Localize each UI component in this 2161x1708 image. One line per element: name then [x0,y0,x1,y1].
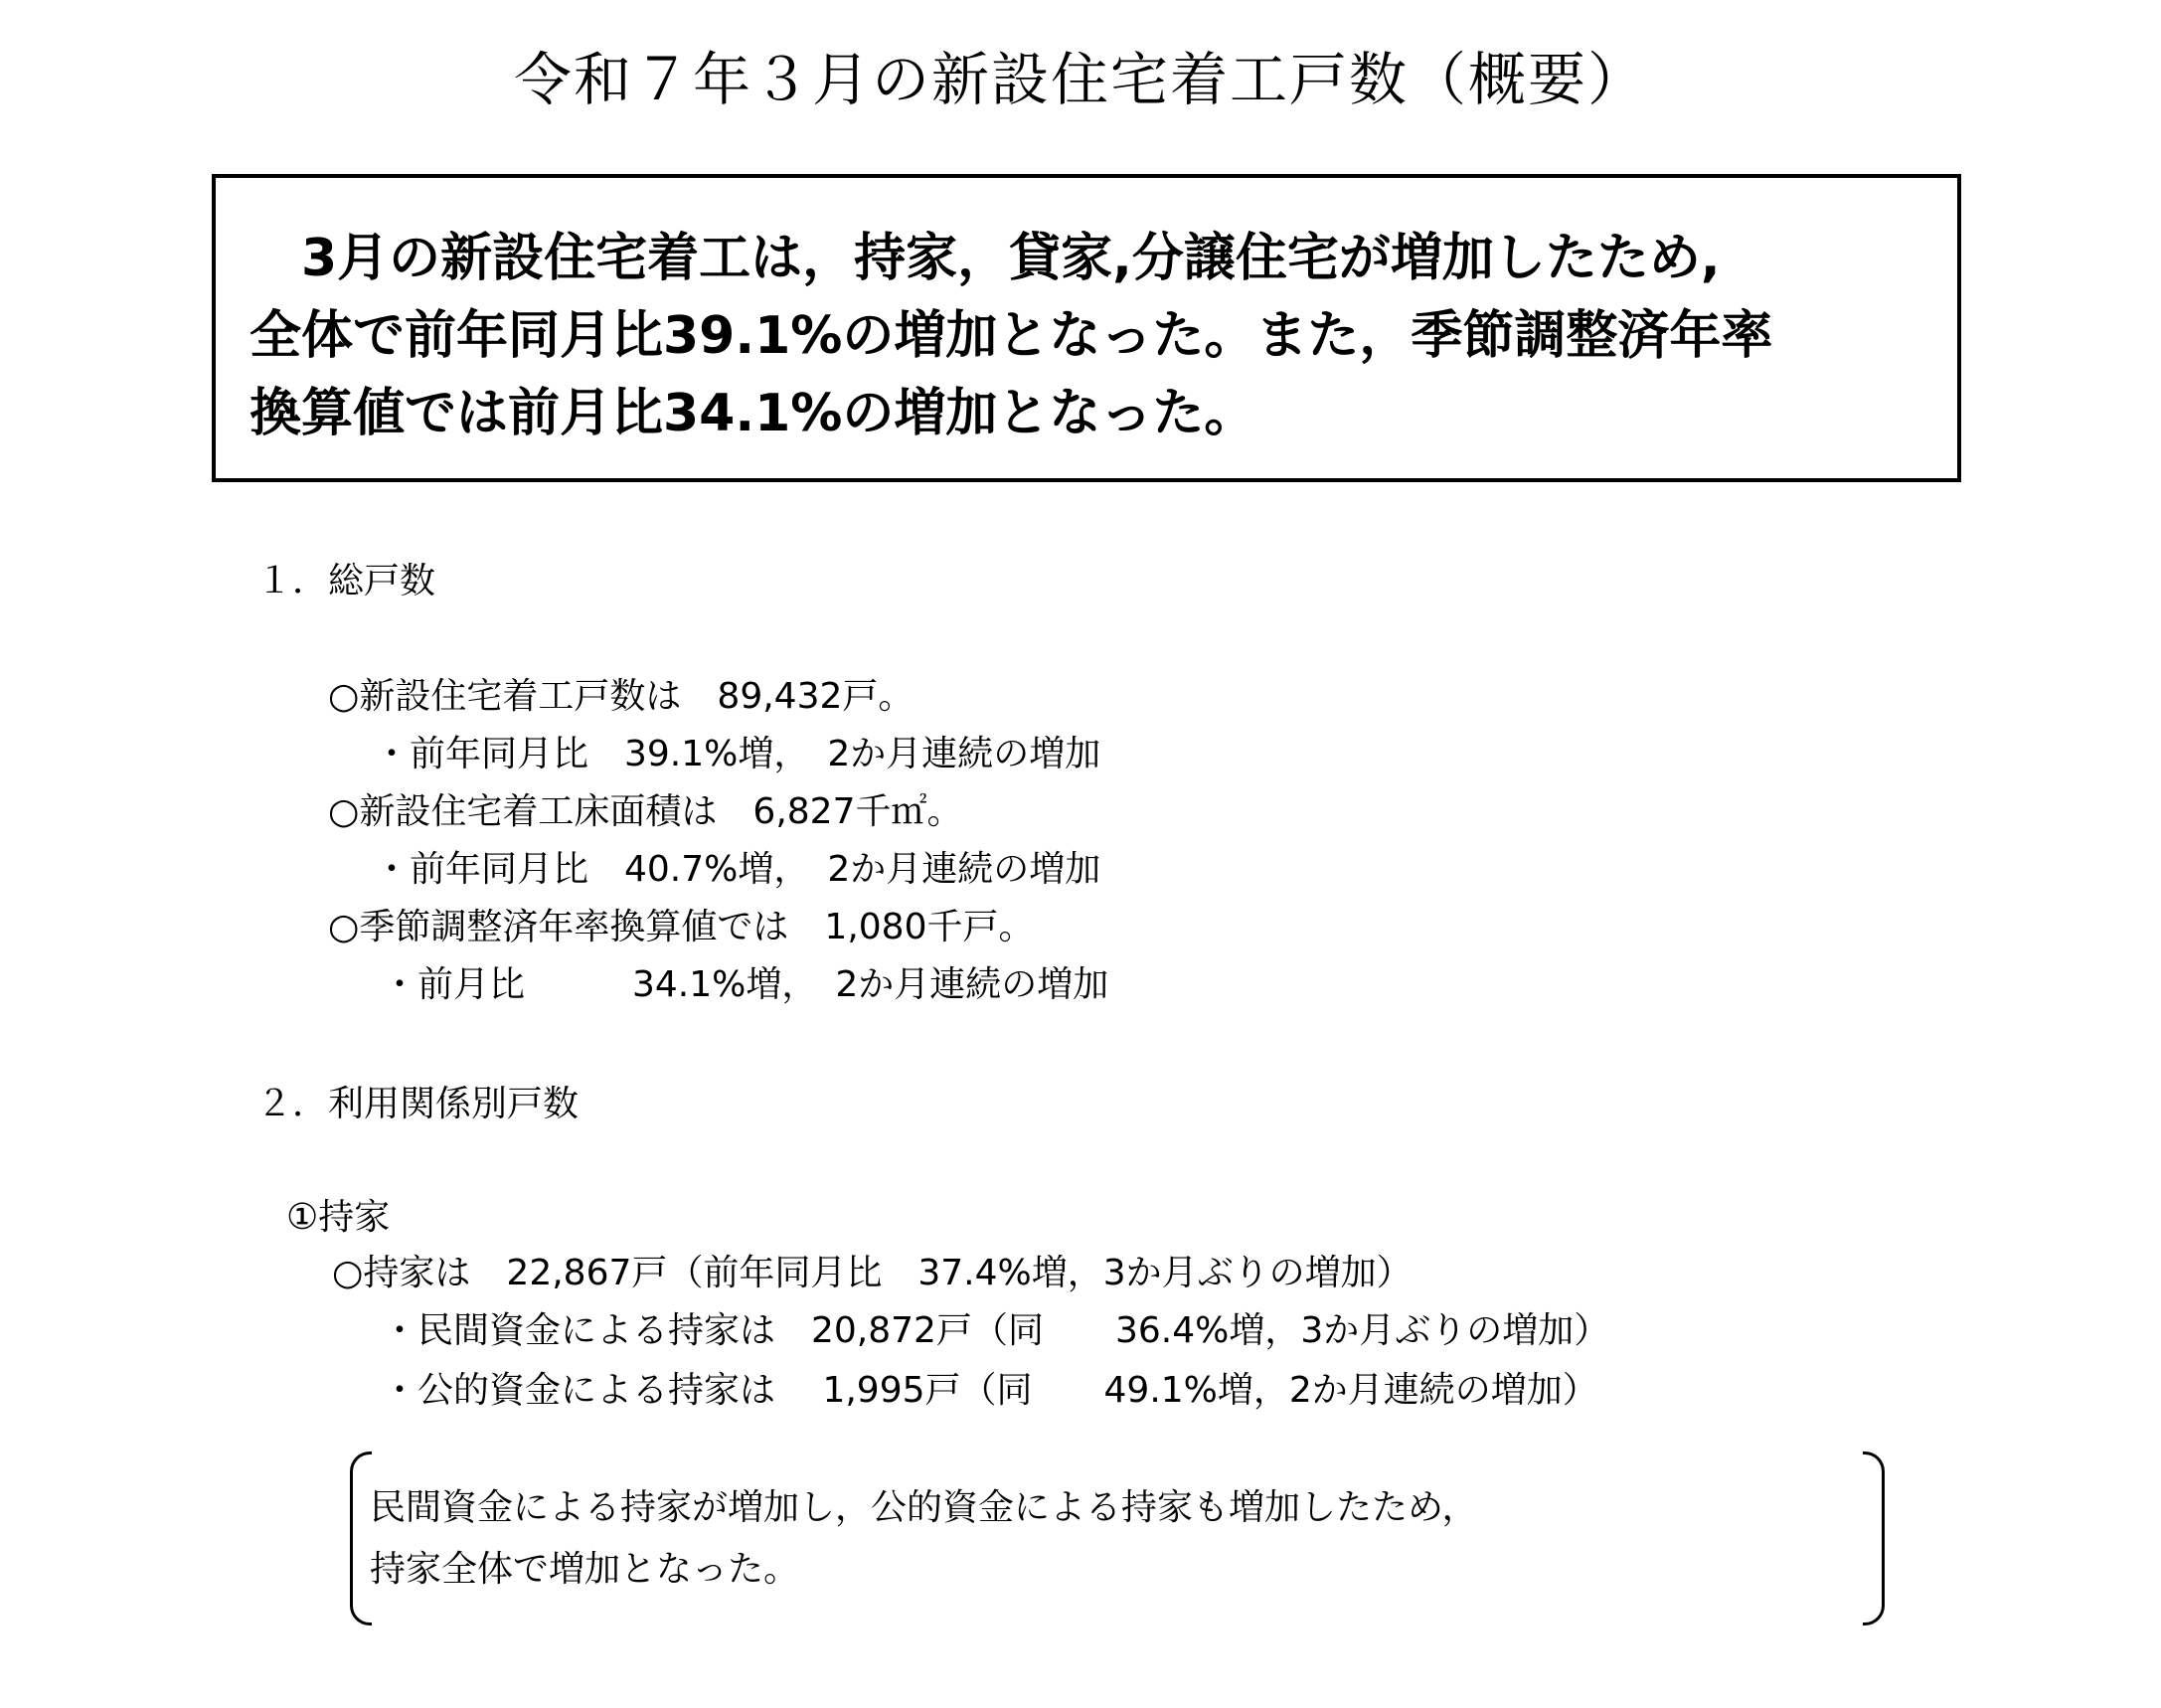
owner-occupied-total-line: ○持家は 22,867戸（前年同月比 37.4%増，3か月ぶりの増加） [332,1253,1413,1293]
summary-line-1: 3月の新設住宅着工は，持家，貸家,分譲住宅が増加したため, [301,229,1721,288]
note-line-2: 持家全体で増加となった。 [370,1549,800,1590]
summary-line-2: 全体で前年同月比39.1%の増加となった。また，季節調整済年率 [249,306,1773,366]
owner-occupied-subheading: ①持家 [286,1197,391,1238]
floor-area-yoy-line: ・前年同月比 40.7%増， 2か月連続の増加 [374,849,1101,890]
right-bracket [1863,1452,1885,1625]
owner-occupied-private-line: ・民間資金による持家は 20,872戸（同 36.4%増，3か月ぶりの増加） [382,1310,1610,1351]
seasonally-adjusted-mom-line: ・前月比 34.1%増， 2か月連続の増加 [382,964,1109,1005]
document-title: 令和７年３月の新設住宅着工戸数（概要） [513,46,1647,113]
note-text [370,1477,1478,1601]
floor-area-line: ○新設住宅着工床面積は 6,827千㎡。 [328,791,963,832]
total-starts-line: ○新設住宅着工戸数は 89,432戸。 [328,676,914,717]
note-line-1: 民間資金による持家が増加し，公的資金による持家も増加したため， [370,1487,1478,1528]
left-bracket [350,1452,372,1625]
seasonally-adjusted-line: ○季節調整済年率換算値では 1,080千戸。 [328,907,1035,947]
summary-box [212,174,1961,482]
total-starts-yoy-line: ・前年同月比 39.1%増， 2か月連続の増加 [374,734,1101,774]
section-2-heading: ２．利用関係別戸数 [256,1084,580,1124]
note-bracket-box [350,1452,1885,1625]
section-1-heading: １．総戸数 [256,561,436,601]
owner-occupied-public-line: ・公的資金による持家は 1,995戸（同 49.1%増，2か月連続の増加） [382,1370,1598,1411]
summary-line-3: 換算値では前月比34.1%の増加となった。 [249,384,1256,443]
